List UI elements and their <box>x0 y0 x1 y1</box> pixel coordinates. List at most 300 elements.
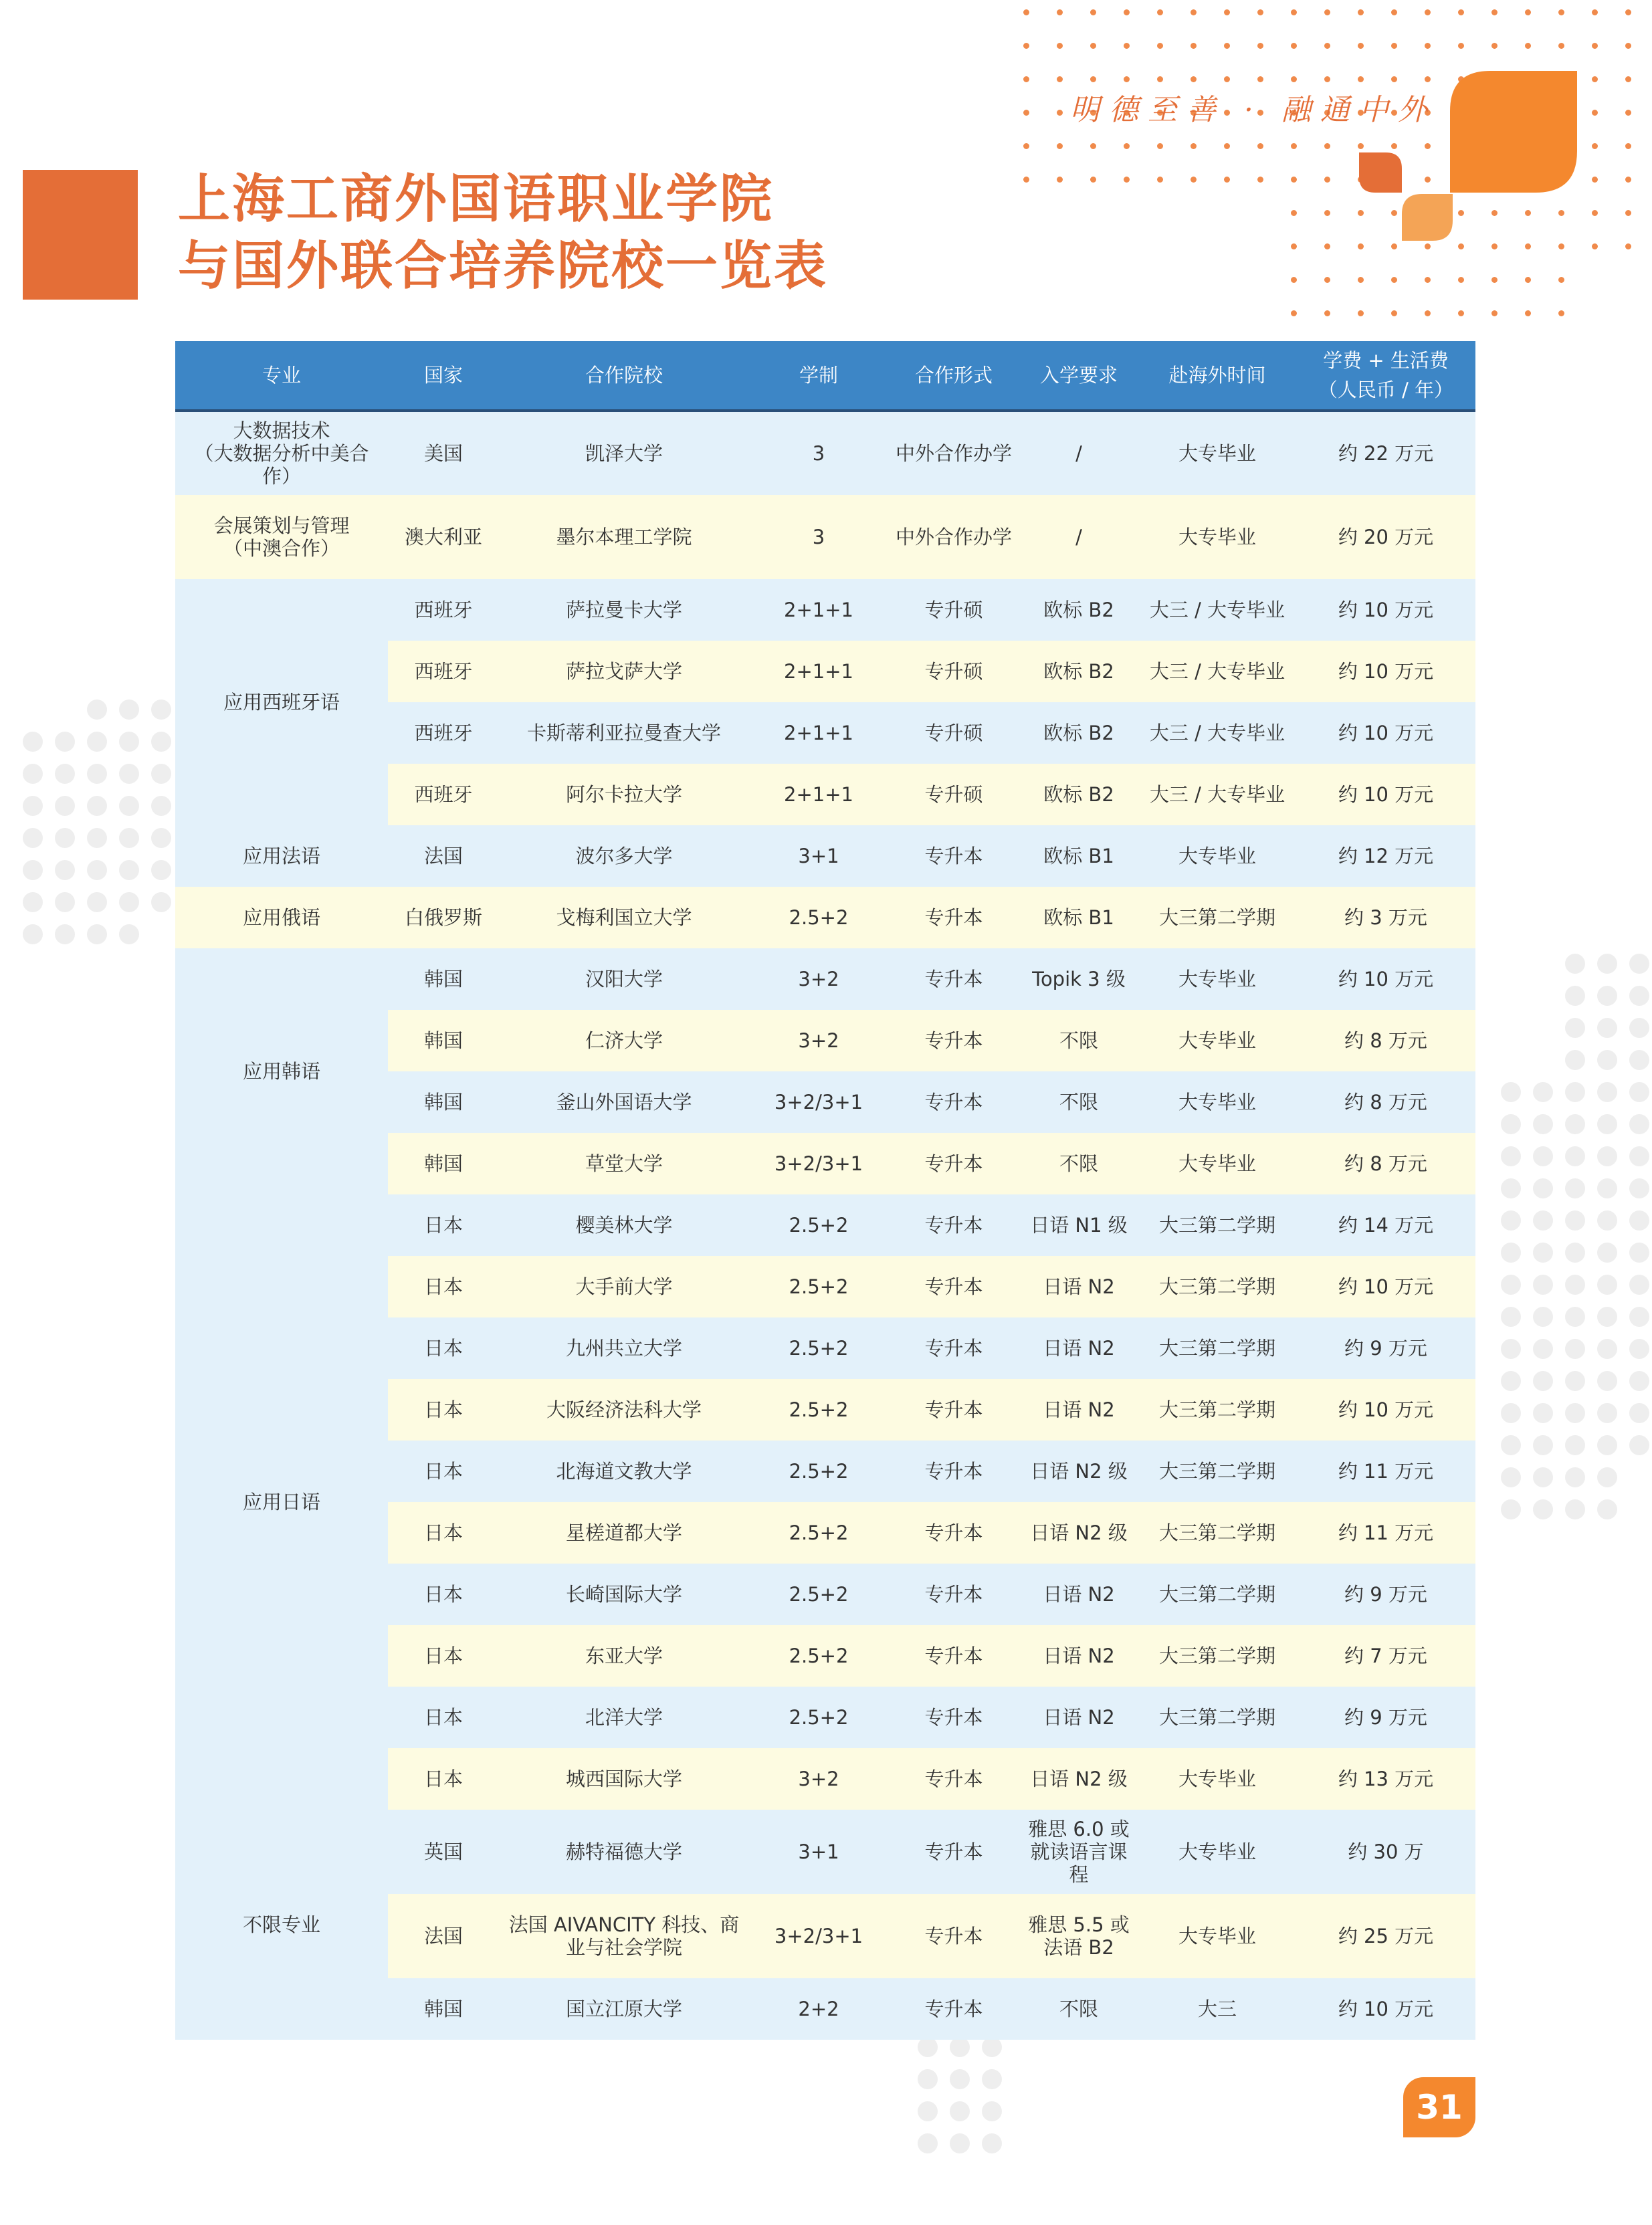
decorative-dot <box>1525 9 1531 15</box>
cell-school: 仁济大学 <box>499 1010 749 1071</box>
decorative-dot <box>1565 1339 1585 1359</box>
decorative-dot <box>1501 1307 1521 1327</box>
col-header-type: 合作形式 <box>888 341 1019 411</box>
cell-requirement: 日语 N2 <box>1019 1625 1138 1687</box>
decorative-dot <box>1324 177 1330 183</box>
decorative-dot <box>87 892 107 912</box>
cell-requirement: / <box>1019 495 1138 579</box>
cell-requirement: 欧标 B2 <box>1019 702 1138 764</box>
cell-requirement: 日语 N1 级 <box>1019 1194 1138 1256</box>
decorative-dot <box>1565 1050 1585 1070</box>
cell-abroad-time: 大专毕业 <box>1138 1071 1296 1133</box>
cell-requirement: 日语 N2 <box>1019 1379 1138 1441</box>
decorative-dot <box>1224 43 1230 49</box>
cell-requirement: 不限 <box>1019 1010 1138 1071</box>
cell-requirement: 欧标 B1 <box>1019 887 1138 948</box>
cell-country: 日本 <box>388 1379 499 1441</box>
cell-requirement: 欧标 B1 <box>1019 825 1138 887</box>
decorative-dot <box>1391 310 1397 316</box>
cell-fee: 约 3 万元 <box>1296 887 1475 948</box>
cell-country: 韩国 <box>388 1978 499 2040</box>
decorative-dot <box>1525 277 1531 283</box>
decorative-dot <box>1625 177 1631 183</box>
cell-requirement: 欧标 B2 <box>1019 579 1138 641</box>
cell-country: 英国 <box>388 1810 499 1894</box>
decorative-dot <box>1525 310 1531 316</box>
decorative-dot <box>1324 310 1330 316</box>
decorative-dot <box>1458 9 1464 15</box>
decorative-dot <box>1565 1146 1585 1166</box>
cell-country: 法国 <box>388 825 499 887</box>
cell-duration: 2.5+2 <box>749 1379 888 1441</box>
cell-type: 专升本 <box>888 1441 1019 1502</box>
cell-school: 墨尔本理工学院 <box>499 495 749 579</box>
decorative-dot <box>982 2133 1002 2153</box>
decorative-dot <box>1629 1050 1649 1070</box>
decorative-dot <box>1533 1114 1553 1134</box>
decorative-dot <box>87 764 107 784</box>
decorative-dot <box>1629 1178 1649 1198</box>
cell-type: 专升本 <box>888 887 1019 948</box>
cell-fee: 约 9 万元 <box>1296 1687 1475 1748</box>
decorative-dot <box>1533 1275 1553 1295</box>
decorative-dot <box>1057 43 1063 49</box>
decorative-dot <box>1625 9 1631 15</box>
decorative-dot <box>1291 9 1297 15</box>
major-cell: 应用俄语 <box>175 887 388 948</box>
decorative-dot <box>1425 277 1431 283</box>
decorative-dot <box>1090 9 1096 15</box>
decorative-dot <box>1501 1499 1521 1519</box>
cell-fee: 约 22 万元 <box>1296 411 1475 495</box>
cell-type: 专升本 <box>888 1978 1019 2040</box>
decorative-dot <box>1625 76 1631 82</box>
decorative-dot <box>1391 243 1397 249</box>
decorative-dot <box>1597 954 1617 974</box>
table-row <box>175 887 1475 948</box>
decorative-dot <box>1124 43 1130 49</box>
cell-duration: 3+2/3+1 <box>749 1894 888 1978</box>
decorative-dot <box>1257 76 1263 82</box>
cell-requirement: 日语 N2 级 <box>1019 1502 1138 1564</box>
cell-duration: 2.5+2 <box>749 1256 888 1317</box>
decorative-dot <box>119 892 139 912</box>
table-row <box>175 411 1475 495</box>
decorative-dot <box>151 796 171 816</box>
decorative-dot <box>1597 1403 1617 1423</box>
decorative-dot <box>1565 1018 1585 1038</box>
cell-fee: 约 10 万元 <box>1296 1256 1475 1317</box>
cell-fee: 约 10 万元 <box>1296 1379 1475 1441</box>
cell-type: 专升硕 <box>888 702 1019 764</box>
cell-abroad-time: 大三第二学期 <box>1138 887 1296 948</box>
cell-school: 大手前大学 <box>499 1256 749 1317</box>
table-row <box>175 825 1475 887</box>
decorative-dot <box>1525 243 1531 249</box>
cell-school: 汉阳大学 <box>499 948 749 1010</box>
decorative-dot <box>1425 243 1431 249</box>
cell-fee: 约 8 万元 <box>1296 1071 1475 1133</box>
cell-type: 专升本 <box>888 1071 1019 1133</box>
decorative-dot <box>1629 1403 1649 1423</box>
decorative-dot <box>87 924 107 944</box>
cell-duration: 2+2 <box>749 1978 888 2040</box>
decorative-dot <box>1491 9 1498 15</box>
cell-type: 专升硕 <box>888 579 1019 641</box>
decorative-dot <box>1224 76 1230 82</box>
decorative-dot <box>1491 243 1498 249</box>
decorative-dot <box>1501 1435 1521 1455</box>
major-cell: 不限专业 <box>175 1810 388 2040</box>
decorative-dot <box>1625 43 1631 49</box>
cell-school: 赫特福德大学 <box>499 1810 749 1894</box>
decorative-dot <box>1291 210 1297 216</box>
partner-schools-table <box>175 341 1475 2040</box>
decorative-dot <box>1501 1403 1521 1423</box>
cell-abroad-time: 大专毕业 <box>1138 1810 1296 1894</box>
cell-school: 国立江原大学 <box>499 1978 749 2040</box>
cell-school: 法国 AIVANCITY 科技、商业与社会学院 <box>499 1894 749 1978</box>
cell-requirement: 雅思 5.5 或法语 B2 <box>1019 1894 1138 1978</box>
cell-school: 草堂大学 <box>499 1133 749 1194</box>
decorative-dot <box>1090 143 1096 149</box>
decorative-dot <box>1257 177 1263 183</box>
decorative-dot <box>1501 1371 1521 1391</box>
decorative-dot <box>55 828 75 848</box>
decorative-dot <box>1458 243 1464 249</box>
decorative-dot <box>119 764 139 784</box>
decorative-dot <box>1124 143 1130 149</box>
decorative-dot <box>1592 9 1598 15</box>
major-line: 大数据技术 <box>233 419 330 442</box>
decorative-dot <box>1558 43 1564 49</box>
cell-duration: 2.5+2 <box>749 1194 888 1256</box>
decorative-dot <box>1501 1243 1521 1263</box>
decorative-dot <box>151 764 171 784</box>
cell-requirement: 日语 N2 <box>1019 1564 1138 1625</box>
decorative-dot <box>1291 76 1297 82</box>
cell-abroad-time: 大三第二学期 <box>1138 1256 1296 1317</box>
decorative-dot <box>1191 143 1197 149</box>
cell-type: 中外合作办学 <box>888 495 1019 579</box>
cell-country: 西班牙 <box>388 764 499 825</box>
decorative-dot <box>1358 76 1364 82</box>
table-row <box>175 579 1475 641</box>
orange-petal-small-icon <box>1359 152 1402 193</box>
decorative-dot <box>1057 9 1063 15</box>
cell-abroad-time: 大三 / 大专毕业 <box>1138 641 1296 702</box>
cell-fee: 约 10 万元 <box>1296 702 1475 764</box>
col-header-country: 国家 <box>388 341 499 411</box>
decorative-dot <box>1391 43 1397 49</box>
cell-school: 萨拉曼卡大学 <box>499 579 749 641</box>
decorative-dot <box>1257 143 1263 149</box>
cell-school: 北海道文教大学 <box>499 1441 749 1502</box>
cell-duration: 3+2 <box>749 948 888 1010</box>
cell-school: 东亚大学 <box>499 1625 749 1687</box>
cell-fee: 约 14 万元 <box>1296 1194 1475 1256</box>
cell-requirement: 雅思 6.0 或就读语言课程 <box>1019 1810 1138 1894</box>
decorative-dot <box>1629 1146 1649 1166</box>
cell-abroad-time: 大三第二学期 <box>1138 1441 1296 1502</box>
decorative-dot <box>1592 76 1598 82</box>
decorative-dot <box>1224 9 1230 15</box>
decorative-dot <box>1157 9 1163 15</box>
decorative-dot <box>1157 43 1163 49</box>
decorative-dot <box>151 828 171 848</box>
cell-school: 卡斯蒂利亚拉曼查大学 <box>499 702 749 764</box>
title-line-1: 上海工商外国语职业学院 <box>178 169 775 229</box>
decorative-dot <box>1597 1307 1617 1327</box>
cell-abroad-time: 大三第二学期 <box>1138 1625 1296 1687</box>
cell-duration: 2.5+2 <box>749 1317 888 1379</box>
cell-type: 专升本 <box>888 1010 1019 1071</box>
decorative-dot <box>1597 1050 1617 1070</box>
cell-type: 专升本 <box>888 1256 1019 1317</box>
decorative-dot <box>119 828 139 848</box>
cell-fee: 约 7 万元 <box>1296 1625 1475 1687</box>
decorative-dot <box>1358 210 1364 216</box>
decorative-dot <box>1525 43 1531 49</box>
decorative-dot <box>87 796 107 816</box>
decorative-dot <box>1391 210 1397 216</box>
decorative-dot <box>1625 143 1631 149</box>
decorative-dot <box>1224 177 1230 183</box>
decorative-dot <box>1491 210 1498 216</box>
cell-type: 专升硕 <box>888 764 1019 825</box>
table-row <box>175 495 1475 579</box>
decorative-dot <box>1565 1082 1585 1102</box>
cell-country: 韩国 <box>388 1133 499 1194</box>
decorative-dot <box>1565 954 1585 974</box>
cell-abroad-time: 大三第二学期 <box>1138 1379 1296 1441</box>
decorative-dot <box>1597 1243 1617 1263</box>
decorative-dot <box>119 700 139 720</box>
cell-type: 专升本 <box>888 1687 1019 1748</box>
cell-type: 专升本 <box>888 1810 1019 1894</box>
decorative-dot <box>1629 1082 1649 1102</box>
decorative-dot <box>1597 1114 1617 1134</box>
decorative-dot <box>1291 310 1297 316</box>
decorative-dot <box>1597 1435 1617 1455</box>
cell-requirement: 欧标 B2 <box>1019 764 1138 825</box>
decorative-dot <box>1425 43 1431 49</box>
cell-fee: 约 8 万元 <box>1296 1133 1475 1194</box>
major-cell: 应用日语 <box>175 1194 388 1810</box>
cell-fee: 约 13 万元 <box>1296 1748 1475 1810</box>
cell-country: 法国 <box>388 1894 499 1978</box>
decorative-dot <box>918 2069 938 2089</box>
col-header-abroad-time: 赴海外时间 <box>1138 341 1296 411</box>
decorative-dot <box>1491 43 1498 49</box>
cell-country: 西班牙 <box>388 702 499 764</box>
title-accent-block <box>23 170 138 300</box>
cell-abroad-time: 大三第二学期 <box>1138 1317 1296 1379</box>
decorative-dot <box>23 764 43 784</box>
decorative-dot <box>1391 9 1397 15</box>
decorative-dot <box>1224 143 1230 149</box>
decorative-dot <box>1458 277 1464 283</box>
decorative-dot <box>1565 1114 1585 1134</box>
col-header-major: 专业 <box>175 341 388 411</box>
decorative-dot <box>1597 1499 1617 1519</box>
decorative-dot <box>1533 1467 1553 1487</box>
decorative-dot <box>1629 1018 1649 1038</box>
decorative-dot <box>1124 76 1130 82</box>
decorative-dot <box>1358 310 1364 316</box>
decorative-dot <box>1558 243 1564 249</box>
major-cell: 应用西班牙语 <box>175 579 388 825</box>
title-line-2: 与国外联合培养院校一览表 <box>178 236 829 296</box>
cell-school: 萨拉戈萨大学 <box>499 641 749 702</box>
cell-duration: 2+1+1 <box>749 641 888 702</box>
decorative-dot <box>1597 1467 1617 1487</box>
decorative-dot <box>119 860 139 880</box>
cell-requirement: 不限 <box>1019 1978 1138 2040</box>
col-header-duration: 学制 <box>749 341 888 411</box>
decorative-dot <box>1191 76 1197 82</box>
cell-abroad-time: 大专毕业 <box>1138 1894 1296 1978</box>
cell-fee: 约 25 万元 <box>1296 1894 1475 1978</box>
decorative-dot <box>1501 1114 1521 1134</box>
decorative-dot <box>1324 143 1330 149</box>
cell-type: 专升本 <box>888 948 1019 1010</box>
cell-duration: 2.5+2 <box>749 1502 888 1564</box>
decorative-dot <box>1629 1243 1649 1263</box>
decorative-dot <box>918 2037 938 2057</box>
decorative-dot <box>1629 1275 1649 1295</box>
decorative-dot <box>119 732 139 752</box>
cell-type: 专升本 <box>888 1133 1019 1194</box>
cell-school: 北洋大学 <box>499 1687 749 1748</box>
slogan: 明德至善 · 融通中外 <box>1070 93 1437 127</box>
cell-type: 专升本 <box>888 1748 1019 1810</box>
decorative-dot <box>1501 1146 1521 1166</box>
decorative-dot <box>1629 986 1649 1006</box>
cell-country: 韩国 <box>388 1071 499 1133</box>
table-row <box>175 948 1475 1010</box>
decorative-dot <box>1157 177 1163 183</box>
decorative-dot <box>1533 1371 1553 1391</box>
cell-duration: 3+1 <box>749 825 888 887</box>
cell-duration: 2+1+1 <box>749 579 888 641</box>
decorative-dot <box>23 732 43 752</box>
cell-requirement: 不限 <box>1019 1071 1138 1133</box>
cell-requirement: 日语 N2 级 <box>1019 1441 1138 1502</box>
cell-abroad-time: 大三第二学期 <box>1138 1502 1296 1564</box>
cell-duration: 2.5+2 <box>749 887 888 948</box>
cell-fee: 约 10 万元 <box>1296 764 1475 825</box>
decorative-dot <box>87 700 107 720</box>
cell-fee: 约 8 万元 <box>1296 1010 1475 1071</box>
decorative-dot <box>55 860 75 880</box>
decorative-dot <box>1533 1243 1553 1263</box>
decorative-dot <box>1057 110 1063 116</box>
cell-abroad-time: 大三第二学期 <box>1138 1564 1296 1625</box>
cell-requirement: Topik 3 级 <box>1019 948 1138 1010</box>
decorative-dot <box>1625 243 1631 249</box>
decorative-dot <box>918 2133 938 2153</box>
cell-type: 专升本 <box>888 1625 1019 1687</box>
decorative-dot <box>1257 43 1263 49</box>
cell-country: 韩国 <box>388 1010 499 1071</box>
cell-abroad-time: 大专毕业 <box>1138 1748 1296 1810</box>
decorative-dot <box>119 796 139 816</box>
decorative-dot <box>1501 1339 1521 1359</box>
decorative-dot <box>1592 210 1598 216</box>
cell-school: 戈梅利国立大学 <box>499 887 749 948</box>
decorative-dot <box>1157 143 1163 149</box>
decorative-dot <box>1291 143 1297 149</box>
decorative-dot <box>982 2069 1002 2089</box>
decorative-dot <box>1023 76 1029 82</box>
page-title <box>178 166 1047 300</box>
table-header-row <box>175 341 1475 411</box>
decorative-dot <box>1558 9 1564 15</box>
decorative-dot <box>982 2101 1002 2121</box>
cell-abroad-time: 大三第二学期 <box>1138 1194 1296 1256</box>
cell-duration: 2.5+2 <box>749 1687 888 1748</box>
page-number: 31 <box>1416 2088 1463 2127</box>
decorative-dot <box>1324 243 1330 249</box>
cell-type: 专升硕 <box>888 641 1019 702</box>
cell-type: 专升本 <box>888 1317 1019 1379</box>
decorative-dot <box>1597 1339 1617 1359</box>
decorative-dot <box>1565 1243 1585 1263</box>
decorative-dot <box>1501 1275 1521 1295</box>
cell-duration: 3 <box>749 495 888 579</box>
decorative-dot <box>1592 43 1598 49</box>
cell-school: 九州共立大学 <box>499 1317 749 1379</box>
decorative-dot <box>1597 1210 1617 1231</box>
cell-abroad-time: 大三第二学期 <box>1138 1687 1296 1748</box>
table-row <box>175 1810 1475 1894</box>
cell-fee: 约 10 万元 <box>1296 948 1475 1010</box>
cell-country: 白俄罗斯 <box>388 887 499 948</box>
decorative-dot <box>1533 1210 1553 1231</box>
cell-school: 樱美林大学 <box>499 1194 749 1256</box>
decorative-dot <box>55 796 75 816</box>
decorative-dot <box>1358 43 1364 49</box>
light-orange-petal-icon <box>1402 194 1453 241</box>
decorative-dot <box>1565 1275 1585 1295</box>
fee-header-line-2: （人民币 / 年） <box>1318 379 1454 401</box>
decorative-dot <box>1533 1178 1553 1198</box>
decorative-dot <box>1558 277 1564 283</box>
decorative-dot <box>1191 9 1197 15</box>
cell-country: 日本 <box>388 1625 499 1687</box>
decorative-dot <box>1525 210 1531 216</box>
decorative-dot <box>1291 43 1297 49</box>
cell-type: 专升本 <box>888 1379 1019 1441</box>
table-row <box>175 1194 1475 1256</box>
decorative-dot <box>1425 177 1431 183</box>
cell-duration: 3+2/3+1 <box>749 1071 888 1133</box>
cell-duration: 3 <box>749 411 888 495</box>
decorative-dot <box>1533 1499 1553 1519</box>
cell-fee: 约 9 万元 <box>1296 1317 1475 1379</box>
decorative-dot <box>1565 1403 1585 1423</box>
decorative-dot <box>1565 986 1585 1006</box>
decorative-dot <box>1291 277 1297 283</box>
cell-duration: 2+1+1 <box>749 702 888 764</box>
decorative-dot <box>1625 210 1631 216</box>
cell-school: 釜山外国语大学 <box>499 1071 749 1133</box>
cell-school: 大阪经济法科大学 <box>499 1379 749 1441</box>
decorative-dot <box>1629 1339 1649 1359</box>
cell-abroad-time: 大专毕业 <box>1138 1133 1296 1194</box>
decorative-dot <box>1491 277 1498 283</box>
